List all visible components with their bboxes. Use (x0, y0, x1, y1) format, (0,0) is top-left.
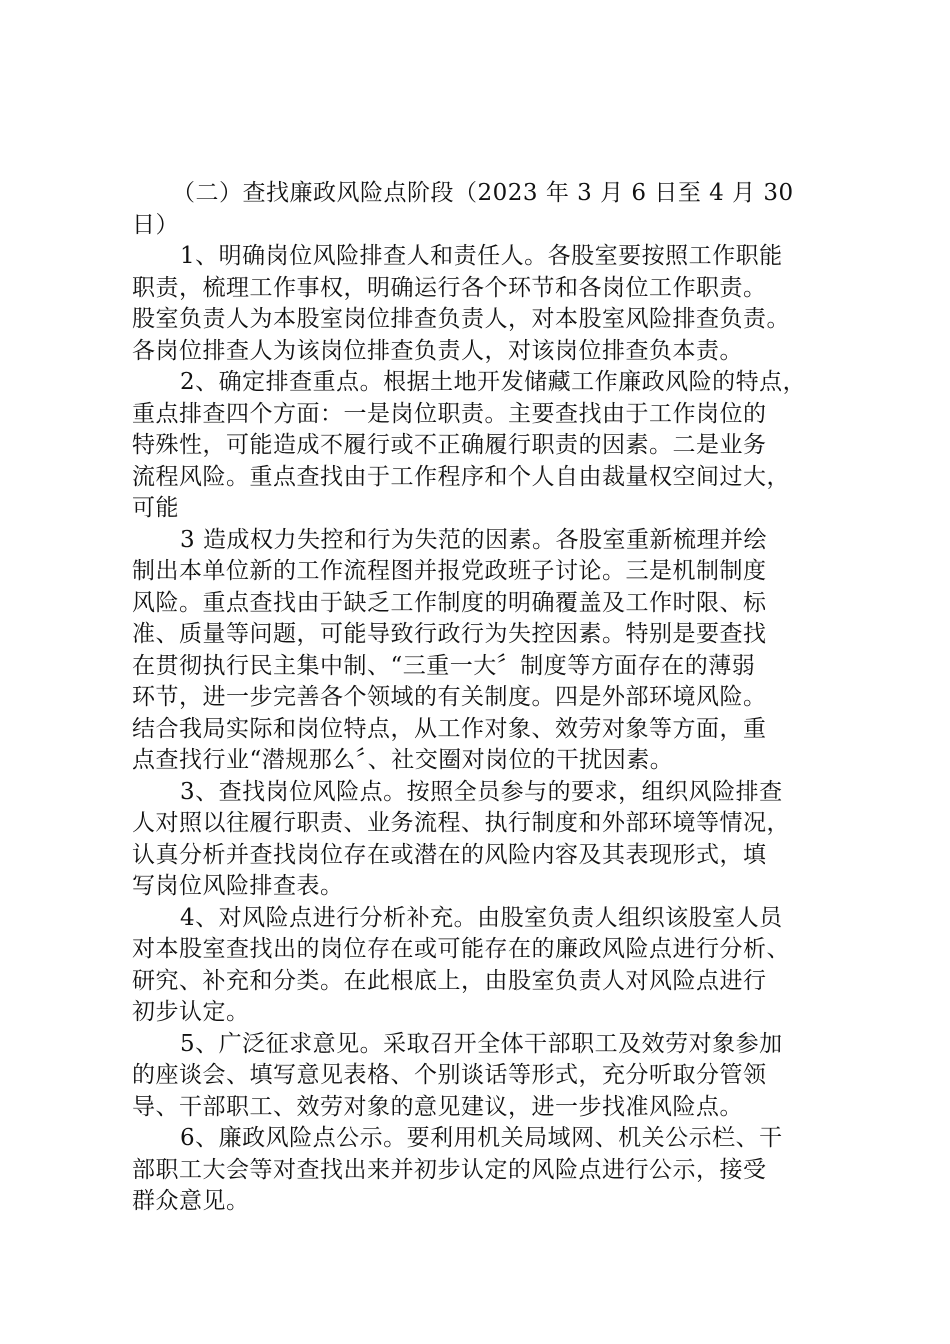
paragraph-5: 4、对风险点进行分析补充。由股室负责人组织该股室人员 对本股室查找出的岗位存在或可能存在的廉政风险点进行分析、 研究、补充和分类。在此根底上，由股室负责人对风险点进行 初步认定。 (132, 904, 790, 1025)
section-heading: （二）查找廉政风险点阶段（2023 年 3 月 6 日至 4 月 30 日） (132, 180, 794, 238)
paragraph-3: 3 造成权力失控和行为失范的因素。各股室重新梳理并绘 制出本单位新的工作流程图并报党政班子讨论。三是机制制度 风险。重点查找由于缺乏工作制度的明确覆盖及工作时限、标 准、质量等问题，可能导致行政行为失控因素。特别是要查找 在贯彻执行民主集中制、“三重一大〞制度等方面存在的薄弱 环节，进一步完善各个领域的有关制度。四是外部环境风险。 结合我局实际和岗位特点，从工作对象、效劳对象等方面，重 点查找行业“潜规那么〞、社交圈对岗位的干扰因素。 (132, 526, 767, 773)
paragraph-1: 1、明确岗位风险排查人和责任人。各股室要按照工作职能 职责，梳理工作事权，明确运行各个环节和各岗位工作职责。 股室负责人为本股室岗位排查负责人，对本股室风险排查负责。 各岗位排查人为该岗位排查负责人，对该岗位排查负本责。 (132, 243, 790, 364)
paragraph-7: 6、廉政风险点公示。要利用机关局域网、机关公示栏、干 部职工大会等对查找出来并初步认定的风险点进行公示，接受 群众意见。 (132, 1125, 783, 1214)
paragraph-6: 5、广泛征求意见。采取召开全体干部职工及效劳对象参加 的座谈会、填写意见表格、个别谈话等形式，充分听取分管领 导、干部职工、效劳对象的意见建议，进一步找准风险点。 (132, 1030, 783, 1120)
document-body (132, 178, 844, 1218)
paragraph-4: 3、查找岗位风险点。按照全员参与的要求，组织风险排查 人对照以往履行职责、业务流程、执行制度和外部环境等情况， 认真分析并查找岗位存在或潜在的风险内容及其表现形式，填 写岗位风险排查表。 (132, 778, 790, 899)
paragraph-2: 2、确定排查重点。根据土地开发储藏工作廉政风险的特点， 重点排查四个方面：一是岗位职责。主要查找由于工作岗位的 特殊性，可能造成不履行或不正确履行职责的因素。二是业务 流程风险。重点查找由于工作程序和个人自由裁量权空间过大， 可能 (132, 369, 807, 521)
